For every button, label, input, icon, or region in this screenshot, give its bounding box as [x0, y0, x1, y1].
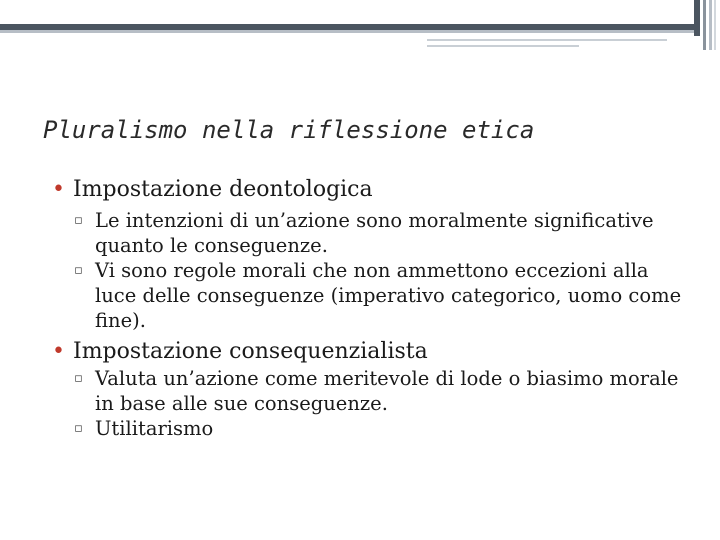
bullet-item-consequentialist	[52, 337, 692, 366]
sub-bullet-text: Vi sono regole morali che non ammettono eccezioni alla luce delle conseguenze (imperativo categorico, uomo come fine).	[95, 259, 682, 332]
corner-bar-light	[709, 0, 712, 50]
sub-bullet-item	[52, 208, 692, 258]
sub-bullet-icon: ▫	[74, 263, 83, 278]
sub-bullet-icon: ▫	[74, 213, 83, 228]
sub-bullet-item	[52, 416, 692, 441]
sub-bullet-icon: ▫	[74, 421, 83, 436]
sub-bullet-item	[52, 258, 692, 333]
slide-title: Pluralismo nella riflessione etica	[43, 116, 535, 144]
sub-bullet-text: Valuta un’azione come meritevole di lode o biasimo morale in base alle sue conseguenze.	[95, 367, 679, 415]
corner-bar-mid	[703, 0, 706, 50]
corner-bar-lighter	[714, 0, 716, 50]
sub-bullet-text: Utilitarismo	[95, 417, 214, 440]
bullet-text: Impostazione deontologica	[73, 177, 373, 202]
sub-bullet-item	[52, 366, 692, 416]
bullet-text: Impostazione consequenzialista	[73, 339, 428, 364]
bullet-item-deontological	[52, 175, 692, 204]
header-band-light	[0, 30, 700, 33]
sub-bullet-icon: ▫	[74, 371, 83, 386]
sub-bullet-text: Le intenzioni di un’azione sono moralmente significative quanto le conseguenze.	[95, 209, 654, 257]
corner-bar-dark	[694, 0, 700, 36]
header-accent-line	[427, 39, 667, 41]
header-accent-line-short	[427, 45, 579, 47]
bullet-icon: •	[52, 339, 65, 364]
bullet-list	[52, 175, 692, 441]
bullet-icon: •	[52, 177, 65, 202]
